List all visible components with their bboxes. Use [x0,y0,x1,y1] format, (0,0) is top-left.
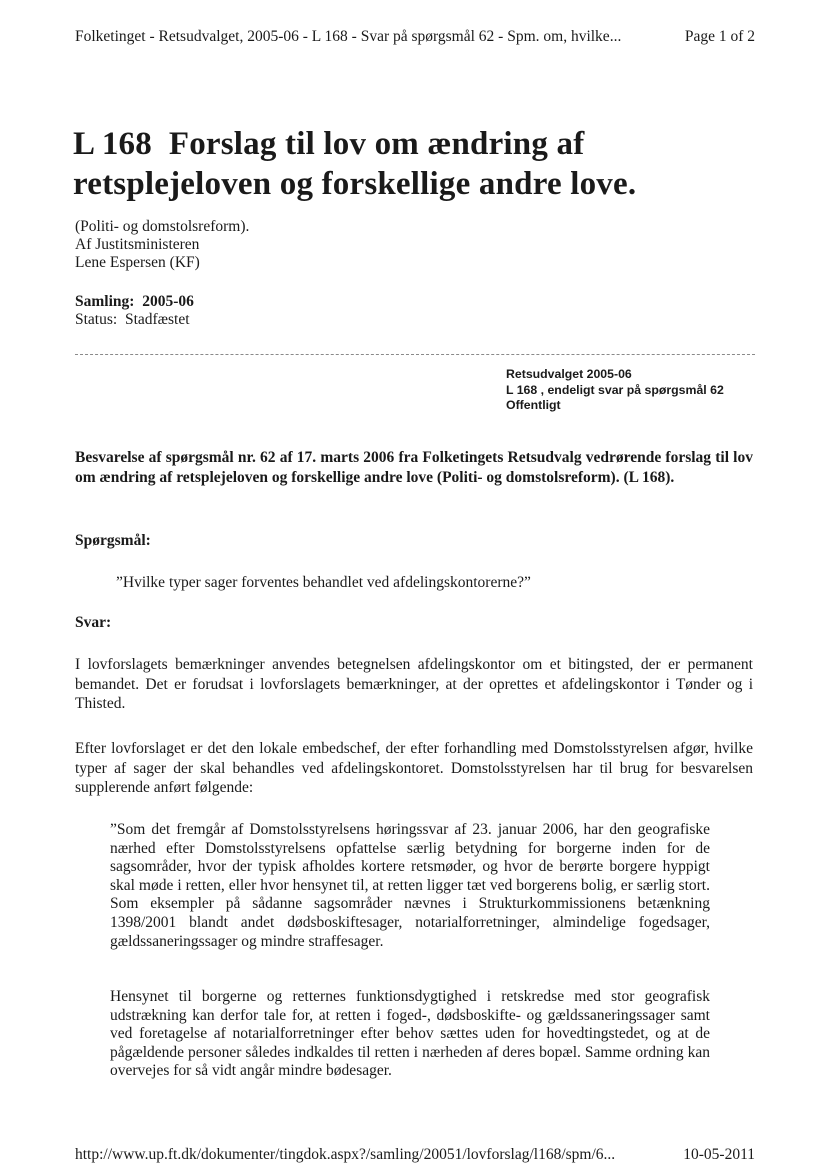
session-line [75,293,194,311]
print-header [75,28,755,46]
bill-title [73,124,773,204]
quote-paragraph-2: Hensynet til borgerne og retternes funktionsdygtighed i retskredse med stor geografisk udstrækning kan derfor tale for, at retten i foged-, dødsboskifte- og gældssaneringssager samt ved foretagelse af notarialforretninger efter behov sættes uden for hovedtingstedet, og at de pågældende personer således indkaldes til retten i nærheden af deres bopæl. Samme ordning kan overvejes for så vidt angår mindre bødesager. [110,988,710,1080]
bill-title-line1: L 168 Forslag til lov om ændring af [73,126,585,162]
answer-paragraph-1: I lovforslagets bemærkninger anvendes betegnelsen afdelingskontor om et bitingsted, der er permanent bemandet. Det er forudsat i lovforslagets bemærkninger, at der oprettes et afdelingskontor i Tønder og i Thisted. [75,656,753,712]
status-line [75,311,190,329]
footer-date: 10-05-2011 [683,1146,755,1163]
document-stamp [506,367,724,414]
status-value: Stadfæstet [124,311,190,328]
bill-author: Af Justitsministeren [75,236,200,253]
stamp-reference: L 168 , endeligt svar på spørgsmål 62 [506,382,724,397]
quote-paragraph-1: ”Som det fremgår af Domstolsstyrelsens høringssvar af 23. januar 2006, har den geografiske nærhed efter Domstolsstyrelsens opfattelse særlig betydning for borgerne inden for de sagsområder, hvor der typisk afholdes kortere retsmøder, og hvor de berørte borgere hyppigt skal møde i retten, eller hvor hensynet til, at retten ligger tæt ved borgerens bolig, er særlig stort. Som eksempler på sådanne sagsområder nævnes i Strukturkommissionens betænkning 1398/2001 blandt andet dødsboskiftesager, notarialforretninger, almindelige fogedsager, gældssaneringssager og mindre straffesager. [110,821,710,950]
question-text: ”Hvilke typer sager forventes behandlet ved afdelingskontorerne?” [116,574,531,591]
print-footer [75,1146,755,1164]
answer-paragraph-2: Efter lovforslaget er det den lokale embedschef, der efter forhandling med Domstolsstyrelsen afgør, hvilke typer af sager der skal behandles ved afdelingskontoret. Domstolsstyrelsen har til brug for besvarelsen supplerende anført følgende: [75,740,753,796]
session-value: 2005-06 [142,293,194,310]
stamp-classification: Offentligt [506,398,561,412]
status-label: Status: [75,311,118,328]
page-indicator: Page 1 of 2 [684,28,755,45]
session-label: Samling: [75,293,135,310]
bill-minister: Lene Espersen (KF) [75,254,200,271]
bill-title-line2: retsplejeloven og forskellige andre love. [73,166,637,202]
question-heading: Spørgsmål: [75,532,151,549]
footer-url: http://www.up.ft.dk/dokumenter/tingdok.aspx?/samling/20051/lovforslag/l168/spm/6... [75,1146,616,1163]
answer-heading: Svar: [75,614,112,631]
stamp-committee: Retsudvalget 2005-06 [506,367,632,381]
intro-paragraph: Besvarelse af spørgsmål nr. 62 af 17. marts 2006 fra Folketingets Retsudvalg vedrørende forslag til lov om ændring af retsplejeloven og forskellige andre love (Politi- og domstolsreform). (L 168). [75,449,753,486]
header-title: Folketinget - Retsudvalget, 2005-06 - L 168 - Svar på spørgsmål 62 - Spm. om, hvilke... [75,28,622,45]
bill-subtitle: (Politi- og domstolsreform). [75,218,250,235]
divider-line [75,354,755,355]
